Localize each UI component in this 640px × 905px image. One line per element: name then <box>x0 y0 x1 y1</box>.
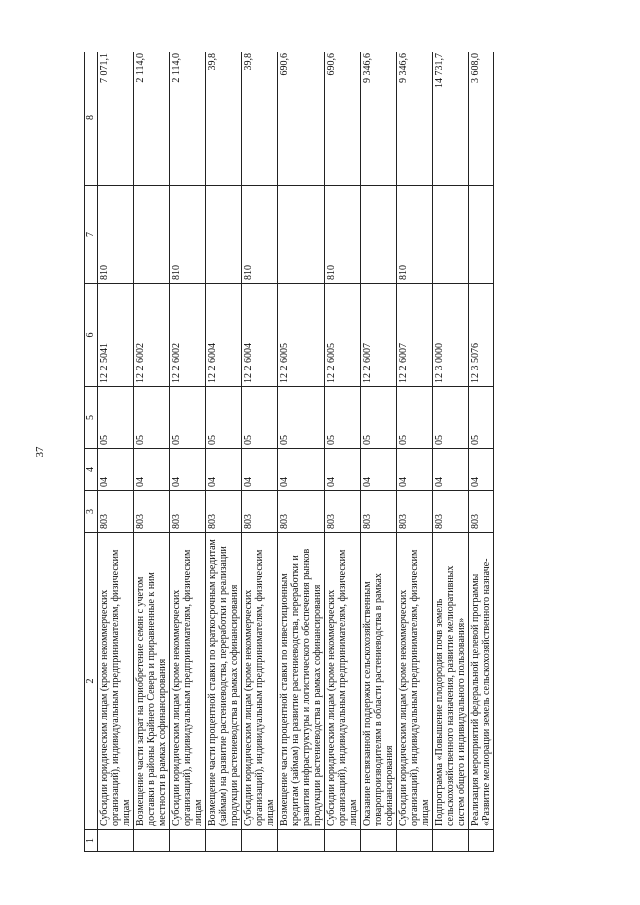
amount-cell: 14 731,7 <box>433 52 469 186</box>
item-name-cell: Субсидии юридическим лицам (кроме некоммерческих организаций), индивидуальным предпринимателям, физическим лицам <box>325 533 361 830</box>
code-cell: 05 <box>206 387 242 449</box>
code-cell: 12 2 6007 <box>361 284 397 387</box>
code-cell: 810 <box>98 186 134 284</box>
row-index-cell <box>242 830 278 852</box>
code-cell: 803 <box>397 491 433 533</box>
item-name-cell: Реализация мероприятий федеральной целевой программы «Развитие мелиорации земель сельскохозяйственного назначе- <box>469 533 494 830</box>
table-row <box>170 52 206 852</box>
row-index-cell <box>433 830 469 852</box>
item-name-cell: Субсидии юридическим лицам (кроме некоммерческих организаций), индивидуальным предпринимателям, физическим лицам <box>170 533 206 830</box>
table-row <box>206 52 242 852</box>
code-cell: 04 <box>469 449 494 491</box>
header-row <box>85 52 98 852</box>
code-cell: 12 2 6004 <box>242 284 278 387</box>
code-cell: 803 <box>134 491 170 533</box>
amount-cell: 7 071,1 <box>98 52 134 186</box>
table-row <box>242 52 278 852</box>
budget-table <box>84 52 494 852</box>
amount-cell: 2 114,0 <box>170 52 206 186</box>
code-cell: 803 <box>242 491 278 533</box>
code-cell: 05 <box>242 387 278 449</box>
header-cell: 6 <box>85 284 98 387</box>
code-cell: 803 <box>278 491 325 533</box>
table-row <box>361 52 397 852</box>
item-name-cell: Возмещение части процентной ставки по краткосрочным кредитам (займам) на развитие растениеводства, переработки и реализации продукции растениеводства в рамках софинансирования <box>206 533 242 830</box>
item-name-cell: Возмещение части затрат на приобретение семян с учетом доставки в районы Крайнего Севера и приравненные к ним местности в рамках софинансирования <box>134 533 170 830</box>
code-cell: 12 2 6004 <box>206 284 242 387</box>
code-cell: 12 2 6002 <box>134 284 170 387</box>
code-cell <box>433 186 469 284</box>
code-cell: 12 3 5076 <box>469 284 494 387</box>
header-cell: 2 <box>85 533 98 830</box>
code-cell: 810 <box>325 186 361 284</box>
code-cell: 810 <box>397 186 433 284</box>
row-index-cell <box>278 830 325 852</box>
row-index-cell <box>170 830 206 852</box>
row-index-cell <box>325 830 361 852</box>
code-cell: 12 2 6005 <box>278 284 325 387</box>
amount-cell: 3 608,0 <box>469 52 494 186</box>
table-wrapper <box>84 52 624 852</box>
header-cell: 8 <box>85 52 98 186</box>
code-cell <box>278 186 325 284</box>
page-number: 37 <box>34 446 46 458</box>
code-cell: 810 <box>242 186 278 284</box>
code-cell <box>361 186 397 284</box>
code-cell: 803 <box>325 491 361 533</box>
code-cell <box>134 186 170 284</box>
amount-cell: 690,6 <box>325 52 361 186</box>
table-row <box>397 52 433 852</box>
amount-cell: 2 114,0 <box>134 52 170 186</box>
code-cell: 803 <box>469 491 494 533</box>
code-cell: 05 <box>433 387 469 449</box>
code-cell: 12 3 0000 <box>433 284 469 387</box>
code-cell: 04 <box>361 449 397 491</box>
table-row <box>278 52 325 852</box>
code-cell: 04 <box>98 449 134 491</box>
code-cell: 803 <box>206 491 242 533</box>
item-name-cell: Субсидии юридическим лицам (кроме некоммерческих организаций), индивидуальным предпринимателям, физическим лицам <box>242 533 278 830</box>
code-cell: 04 <box>325 449 361 491</box>
amount-cell: 690,6 <box>278 52 325 186</box>
header-cell: 1 <box>85 830 98 852</box>
code-cell: 12 2 6005 <box>325 284 361 387</box>
code-cell: 04 <box>433 449 469 491</box>
code-cell: 05 <box>469 387 494 449</box>
row-index-cell <box>98 830 134 852</box>
amount-cell: 39,8 <box>242 52 278 186</box>
code-cell: 04 <box>134 449 170 491</box>
code-cell: 04 <box>206 449 242 491</box>
code-cell <box>469 186 494 284</box>
code-cell: 05 <box>134 387 170 449</box>
item-name-cell: Подпрограмма «Повышение плодородия почв земель сельскохозяйственного назначения, развитие мелиоративных систем общего и индивидуального пользования» <box>433 533 469 830</box>
code-cell: 803 <box>433 491 469 533</box>
code-cell: 05 <box>397 387 433 449</box>
code-cell: 05 <box>361 387 397 449</box>
amount-cell: 39,8 <box>206 52 242 186</box>
header-cell: 3 <box>85 491 98 533</box>
code-cell: 04 <box>278 449 325 491</box>
code-cell: 803 <box>170 491 206 533</box>
code-cell <box>206 186 242 284</box>
rotated-page <box>84 52 640 852</box>
table-body <box>98 52 494 852</box>
table-row <box>469 52 494 852</box>
code-cell: 04 <box>242 449 278 491</box>
code-cell: 810 <box>170 186 206 284</box>
code-cell: 12 2 6002 <box>170 284 206 387</box>
code-cell: 803 <box>361 491 397 533</box>
code-cell: 12 2 5041 <box>98 284 134 387</box>
code-cell: 05 <box>278 387 325 449</box>
code-cell: 05 <box>325 387 361 449</box>
code-cell: 04 <box>170 449 206 491</box>
table-row <box>433 52 469 852</box>
item-name-cell: Субсидии юридическим лицам (кроме некоммерческих организаций), индивидуальным предпринимателям, физическим лицам <box>397 533 433 830</box>
item-name-cell: Оказание несвязанной поддержки сельскохозяйственным товаропроизводителям в области растениеводства в рамках софинансирования <box>361 533 397 830</box>
code-cell: 05 <box>98 387 134 449</box>
amount-cell: 9 346,6 <box>361 52 397 186</box>
item-name-cell: Возмещение части процентной ставки по инвестиционным кредитам (займам) на развитие растениеводства, переработки и развития инфраструктуры и логистического обеспечения рынков продукции растениеводства в рамках софинансирования <box>278 533 325 830</box>
header-cell: 4 <box>85 449 98 491</box>
row-index-cell <box>397 830 433 852</box>
code-cell: 12 2 6007 <box>397 284 433 387</box>
item-name-cell: Субсидии юридическим лицам (кроме некоммерческих организаций), индивидуальным предпринимателям, физическим лицам <box>98 533 134 830</box>
row-index-cell <box>206 830 242 852</box>
code-cell: 05 <box>170 387 206 449</box>
amount-cell: 9 346,6 <box>397 52 433 186</box>
header-cell: 5 <box>85 387 98 449</box>
row-index-cell <box>469 830 494 852</box>
row-index-cell <box>134 830 170 852</box>
table-row <box>98 52 134 852</box>
row-index-cell <box>361 830 397 852</box>
table-row <box>134 52 170 852</box>
code-cell: 803 <box>98 491 134 533</box>
header-cell: 7 <box>85 186 98 284</box>
code-cell: 04 <box>397 449 433 491</box>
table-row <box>325 52 361 852</box>
